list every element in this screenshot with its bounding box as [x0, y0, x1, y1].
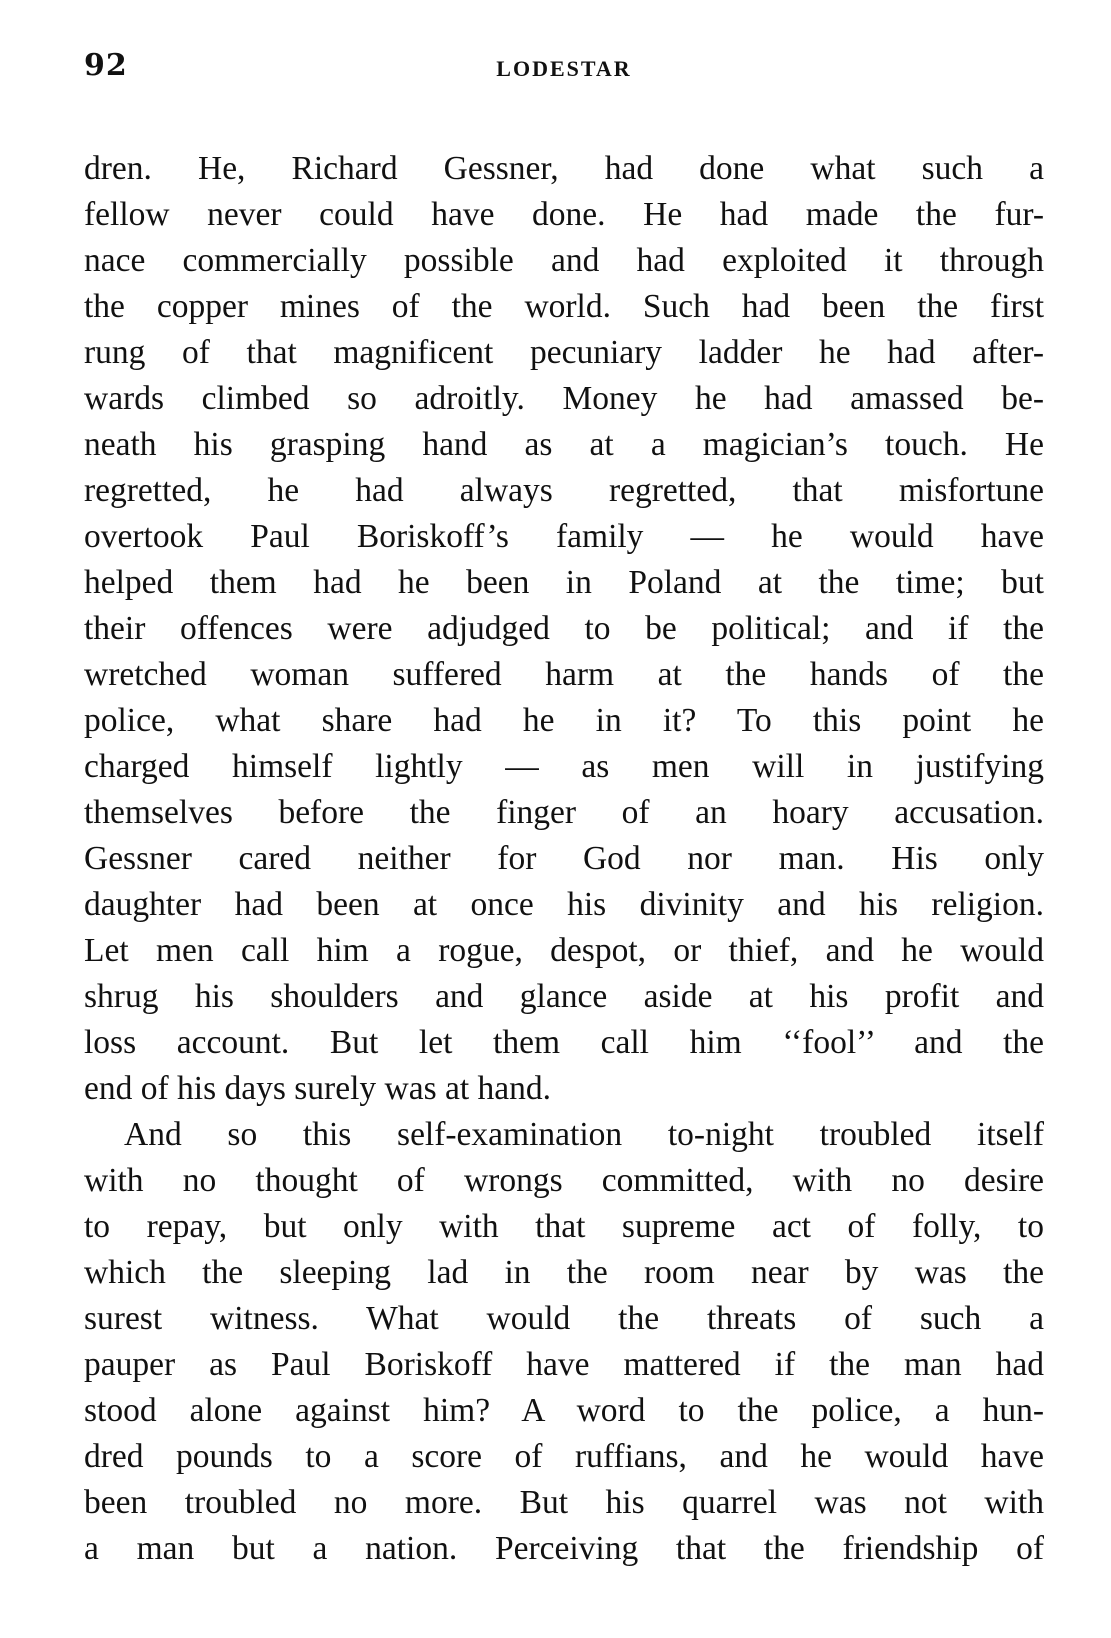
text-line: with no thought of wrongs committed, with no desire [84, 1162, 1044, 1199]
text-line: themselves before the finger of an hoary accusation. [84, 794, 1044, 831]
body-text [84, 146, 1044, 1572]
text-line: neath his grasping hand as at a magician’s touch. He [84, 426, 1044, 463]
text-line: overtook Paul Boriskoff’s family — he would have [84, 518, 1044, 555]
text-line: which the sleeping lad in the room near by was the [84, 1254, 1044, 1291]
text-line: dred pounds to a score of ruffians, and he would have [84, 1438, 1044, 1475]
text-line: a man but a nation. Perceiving that the friendship of [84, 1530, 1044, 1567]
text-line: rung of that magnificent pecuniary ladder he had after- [84, 334, 1044, 371]
paragraph-start-line: And so this self-examination to-night troubled itself [124, 1116, 1044, 1153]
text-line: surest witness. What would the threats of such a [84, 1300, 1044, 1337]
text-line: to repay, but only with that supreme act of folly, to [84, 1208, 1044, 1245]
text-line: police, what share had he in it? To this point he [84, 702, 1044, 739]
text-line: wretched woman suffered harm at the hands of the [84, 656, 1044, 693]
text-line: been troubled no more. But his quarrel was not with [84, 1484, 1044, 1521]
running-head: LODESTAR [496, 56, 632, 81]
text-line: nace commercially possible and had exploited it through [84, 242, 1044, 279]
text-line: stood alone against him? A word to the police, a hun- [84, 1392, 1044, 1429]
text-line: helped them had he been in Poland at the time; but [84, 564, 1044, 601]
text-line: daughter had been at once his divinity and his religion. [84, 886, 1044, 923]
page-header [84, 48, 1044, 88]
text-line: pauper as Paul Boriskoff have mattered if the man had [84, 1346, 1044, 1383]
text-line: charged himself lightly — as men will in justifying [84, 748, 1044, 785]
text-line: fellow never could have done. He had made the fur- [84, 196, 1044, 233]
text-line: dren. He, Richard Gessner, had done what such a [84, 150, 1044, 187]
text-line: the copper mines of the world. Such had been the first [84, 288, 1044, 325]
text-line: regretted, he had always regretted, that misfortune [84, 472, 1044, 509]
text-line: shrug his shoulders and glance aside at his profit and [84, 978, 1044, 1015]
page-number: 92 [84, 48, 128, 83]
text-line: Gessner cared neither for God nor man. His only [84, 840, 1044, 877]
text-line: wards climbed so adroitly. Money he had amassed be- [84, 380, 1044, 417]
text-line: Let men call him a rogue, despot, or thief, and he would [84, 932, 1044, 969]
text-line: loss account. But let them call him ‘‘fool’’ and the [84, 1024, 1044, 1061]
book-page [84, 48, 1044, 1572]
paragraph-end-line: end of his days surely was at hand. [84, 1070, 552, 1107]
text-line: their offences were adjudged to be political; and if the [84, 610, 1044, 647]
